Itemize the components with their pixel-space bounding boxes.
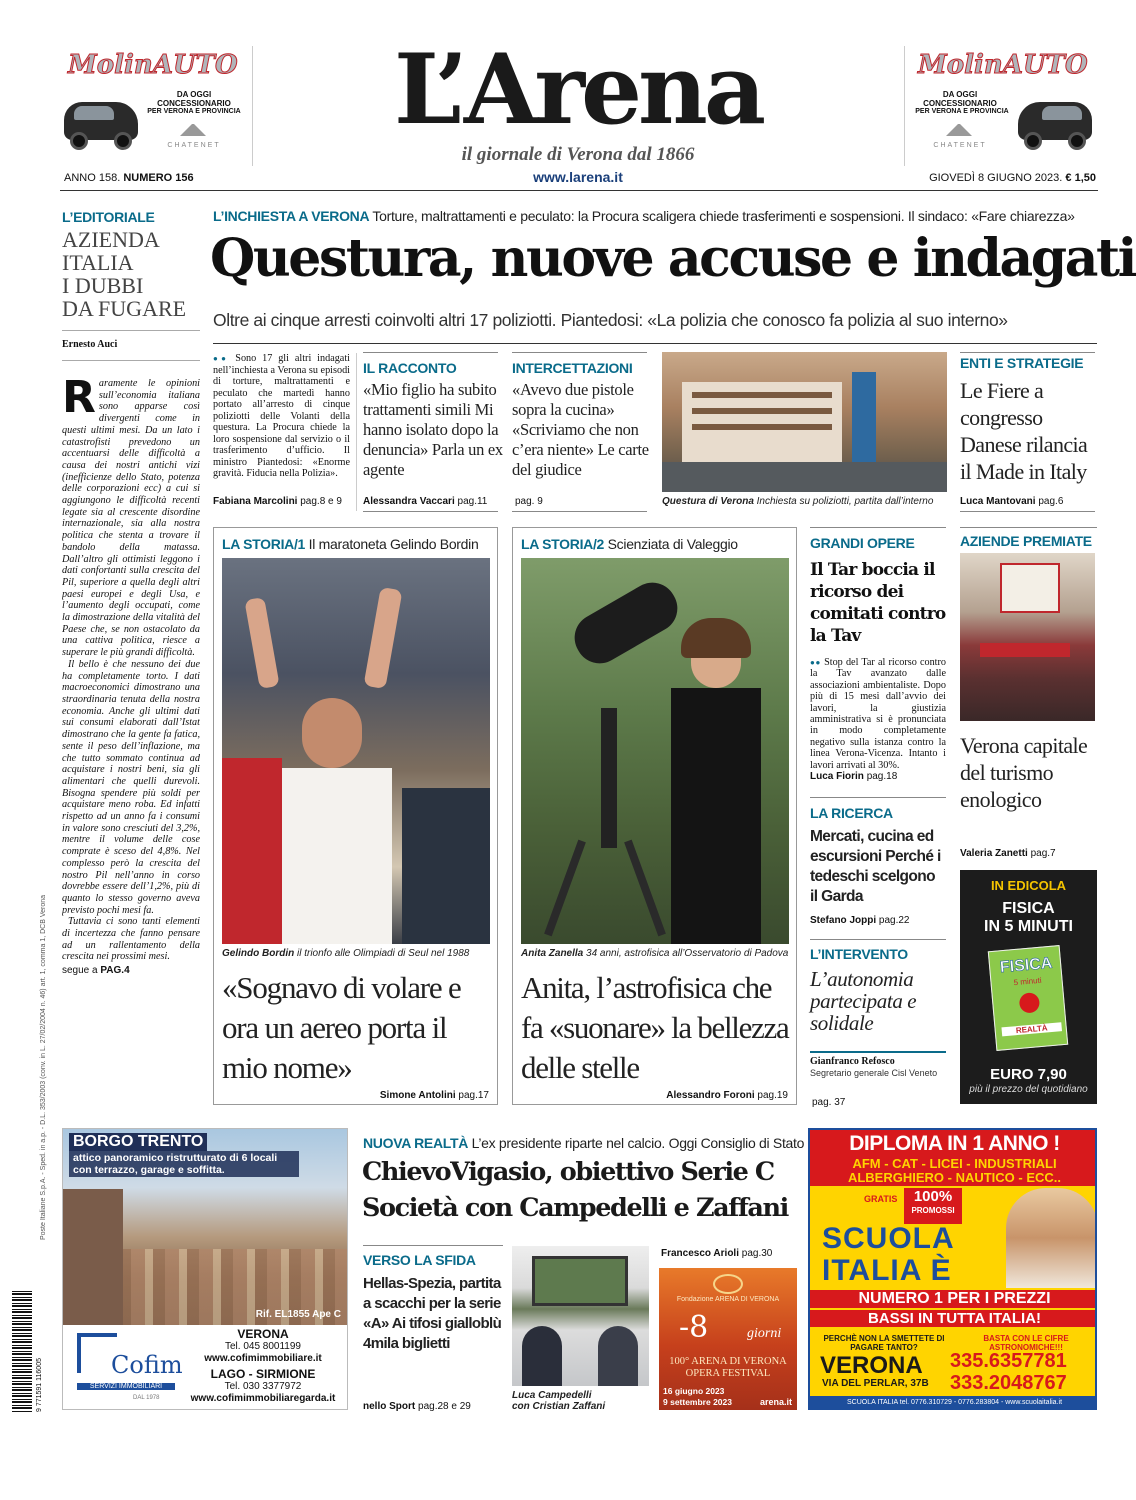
storia1-kicker-rest: Il maratoneta Gelindo Bordin	[308, 536, 479, 552]
scuola-address: VIA DEL PERLAR, 37B	[822, 1378, 929, 1389]
scuola-brand1: SCUOLA	[822, 1222, 955, 1255]
barcode	[12, 1290, 32, 1412]
questura-caption-text: Inchiesta su poliziotti, partita dall’interno	[756, 496, 934, 507]
scuola-person-photo	[1006, 1188, 1097, 1288]
cofim-ref: Rif. EL1855 Ape C	[255, 1309, 341, 1320]
ad-line2: CONCESSIONARIO	[157, 99, 231, 108]
sfida-kicker: VERSO LA SFIDA	[363, 1252, 476, 1268]
barcode-digits: 9 771591 116005	[36, 1358, 43, 1412]
storia1-caption-bold: Gelindo Bordin	[222, 948, 295, 959]
intercettazioni-box[interactable]	[512, 360, 652, 480]
grandi-opere-box[interactable]	[810, 535, 946, 782]
sfida-headline: Hellas-Spezia, partita a scacchi per la serie «A» Ai tifosi gialloblù 4mila biglietti	[363, 1275, 502, 1352]
scuola-tag: GRATIS	[864, 1194, 898, 1204]
scuola-line3: ALBERGHIERO - NAUTICO - ECC..	[847, 1170, 1062, 1185]
ad-logo-text: CHATENET	[167, 142, 221, 149]
storia1-box[interactable]	[213, 527, 498, 1105]
intervento-headline: L’autonomia partecipata e solidale	[810, 967, 917, 1035]
storia1-headline[interactable]: «Sognavo di volare e ora un aereo porta il mio nome»	[222, 970, 461, 1085]
enti-author: Luca Mantovani	[960, 496, 1036, 507]
storia1-kicker	[222, 536, 478, 552]
storia2-kicker-rest: Scienziata di Valeggio	[607, 536, 738, 552]
chievo-page: pag.30	[741, 1248, 773, 1259]
scuola-line2: AFM - CAT - LICEI - INDUSTRIALI	[852, 1156, 1057, 1171]
car-illustration	[60, 92, 142, 158]
storia2-kicker-label: LA STORIA/2	[521, 536, 605, 552]
car-illustration	[1014, 92, 1096, 158]
intercettazioni-text: «Avevo due pistole sopra la cucina» «Scriviamo che non c’era niente» Le carte del giudice	[512, 380, 649, 479]
lead-kicker-label: L’INCHIESTA A VERONA	[213, 208, 369, 224]
ricerca-author: Stefano Joppi	[810, 915, 877, 926]
lead-body	[213, 353, 350, 480]
lead-body-text: Sono 17 gli altri indagati nell’inchiesta a Verona su episodi di torture, maltrattamenti e peculato che martedì hanno portato all’arresto di cinque poliziotti delle Volanti della questura. La Procura chiede la loro sospensione dal servizio o il trasferimento d’ufficio. Il ministro Piantedosi: «Enorme gravità. Fiducia nella Polizia».	[213, 353, 350, 479]
arena-date2: 9 settembre 2023	[663, 1397, 732, 1407]
intervento-page: pag. 37	[812, 1097, 846, 1108]
scuola-brand2: ITALIA È	[822, 1254, 952, 1287]
enti-page: pag.6	[1038, 496, 1064, 507]
bullet-dots-icon: ●●	[810, 658, 821, 667]
storia2-byline	[666, 1090, 788, 1101]
racconto-author: Alessandra Vaccari	[363, 496, 455, 507]
book-badge: REALTÀ	[1001, 1022, 1062, 1036]
editoriale-author: Ernesto Auci	[62, 339, 118, 350]
questura-caption-bold: Questura di Verona	[662, 496, 754, 507]
cofim-city1: VERONA	[237, 1327, 289, 1341]
grandi-opere-body	[810, 657, 946, 771]
intercettazioni-kicker: INTERCETTAZIONI	[512, 360, 633, 376]
racconto-text: «Mio figlio ha subito trattamenti simili Mi hanno isolato dopo la denuncia» Parla un ex agente	[363, 380, 503, 479]
ad-header-left[interactable]	[60, 46, 250, 166]
issue-info	[64, 172, 194, 184]
ad-header-right[interactable]	[910, 46, 1100, 166]
grandi-opere-kicker: GRANDI OPERE	[810, 535, 915, 551]
continue-page: PAG.4	[100, 965, 130, 977]
grandi-opere-text: Stop del Tar al ricorso contro la Tav avanzato dalle associazioni ambientaliste. Dopo più di 15 mesi dall’avvio dei lavori, la giustizia amministrativa si è pronunciata in modo completamente negativo sulla istanza contro la linea Verona-Vicenza. Intanto i lavori arrivati al 30%.	[810, 657, 946, 771]
arena-unit: giorni	[747, 1326, 782, 1341]
editoriale-text-2: Il bello è che nessuno dei due ha completamente torto. I dati macroeconomici dimostrano una straordinaria tenuta della nostra economia. Anche gli ultimi dati sui consumi elaborati dall’Istat dimostrano che la gente fa fatica, sente il peso dell’inflazione, ma che tutto sommato continua ad acquistare i nostri beni, sia gli alimentari che quelli durevoli. Bisogna spendere più soldi per acquistare meno roba. Ed infatti rispetto ad un anno fa i consumi in valore sono cresciuti del 3,2%, mentre il volume delle cose comprate è sceso del 4,8%. Nel complesso però la crescita del nostro Pil nell’anno in corso dovrebbe essere dell’1,2%, più di quanto lo stesso governo aveva previsto pochi mesi fa.	[62, 658, 200, 916]
editoriale-continue[interactable]	[62, 965, 200, 977]
storia1-caption	[222, 948, 469, 959]
arena-site[interactable]: arena.it	[759, 1397, 792, 1407]
intervento-author: Gianfranco Refosco	[810, 1056, 895, 1067]
storia2-caption	[521, 948, 788, 959]
scuola-footer: SCUOLA ITALIA tel. 0776.310729 - 0776.283804 - www.scuolaitalia.it	[810, 1396, 1097, 1410]
edicola-price: EURO 7,90	[990, 1066, 1067, 1083]
ad-brand: MolinAUTO	[918, 50, 1088, 80]
scuola-q2: BASTA CON LE CIFRE ASTRONOMICHE!!!	[983, 1334, 1069, 1352]
cofim-web2[interactable]: www.cofimimmobiliaregarda.it	[190, 1393, 336, 1404]
intervento-kicker: L’INTERVENTO	[810, 946, 908, 962]
cofim-title: BORGO TRENTO	[69, 1133, 207, 1151]
enti-box[interactable]	[960, 355, 1100, 485]
ricerca-headline: Mercati, cucina ed escursioni Perché i tedeschi scelgono il Garda	[810, 828, 941, 905]
enti-byline	[960, 496, 1063, 507]
editoriale-title[interactable]	[62, 228, 202, 320]
dropcap: R	[62, 378, 96, 423]
arena-date1: 16 giugno 2023	[663, 1386, 725, 1396]
storia2-kicker	[521, 536, 738, 552]
chievo-caption-line2: con Cristian Zaffani	[512, 1401, 606, 1412]
masthead-subtitle: il giornale di Verona dal 1866	[461, 144, 695, 165]
date-text: GIOVEDÌ 8 GIUGNO 2023.	[929, 172, 1063, 184]
lead-pages: pag.8 e 9	[300, 496, 342, 507]
sfida-footer: nello Sport	[363, 1401, 416, 1412]
editoriale-kicker: L’EDITORIALE	[62, 209, 155, 225]
aziende-author: Valeria Zanetti	[960, 848, 1028, 859]
storia1-caption-text: il trionfo alle Olimpiadi di Seul nel 1988	[297, 948, 470, 959]
editoriale-text-3: Tuttavia ci sono tanti elementi di incertezza che fanno pensare ad un rallentamento della crescita nei prossimi mesi.	[62, 916, 200, 963]
scuola-claim1: NUMERO 1 PER I PREZZI	[810, 1290, 1097, 1308]
editoriale-title-line: AZIENDA	[62, 227, 160, 252]
scuola-q1: PERCHÈ NON LA SMETTETE DI PAGARE TANTO?	[823, 1334, 945, 1352]
bullet-dots-icon: ●●	[213, 354, 230, 363]
questura-photo[interactable]	[662, 352, 947, 492]
chievo-kicker-rest: L’ex presidente riparte nel calcio. Oggi Consiglio di Stato	[471, 1135, 805, 1151]
scuola-line1: DIPLOMA IN 1 ANNO !	[849, 1132, 1060, 1155]
book-title: FISICA	[999, 954, 1054, 977]
aziende-text[interactable]: Verona capitale del turismo enologico	[960, 733, 1088, 812]
enti-kicker: ENTI E STRATEGIE	[960, 355, 1084, 371]
apple-icon	[1019, 992, 1041, 1014]
storia2-caption-text: 34 anni, astrofisica all’Osservatorio di Padova	[586, 948, 789, 959]
masthead-title: L’Arena	[393, 33, 763, 146]
scuola-phone2[interactable]: 333.2048767	[950, 1372, 1067, 1394]
editoriale-title-line: ITALIA	[62, 250, 134, 275]
scuola-badge1: 100%	[913, 1188, 953, 1205]
storia1-page: pag.17	[458, 1090, 489, 1101]
storia1-byline	[380, 1090, 489, 1101]
edicola-kicker: IN EDICOLA	[990, 878, 1067, 893]
arena-logo-icon	[713, 1274, 743, 1294]
cofim-web1[interactable]: www.cofimimmobiliare.it	[204, 1353, 322, 1364]
book-cover	[988, 945, 1068, 1051]
cofim-city2: LAGO - SIRMIONE	[210, 1367, 316, 1381]
issue-date	[929, 172, 1096, 184]
editoriale-title-line: DA FUGARE	[62, 296, 187, 321]
continue-label: segue a	[62, 965, 98, 977]
arena-count: -8	[679, 1310, 709, 1345]
aziende-page: pag.7	[1030, 848, 1056, 859]
scuola-phone1[interactable]: 335.6357781	[950, 1350, 1067, 1372]
editoriale-text: aramente le opinioni sull’economia italiana sono apparse così divergenti come in questi ultimi mesi. Da un lato i catastrofisti prevedono un accentuarsi delle difficoltà a causa dei nostri antichi vizi (inefficienze dello Stato, potenza delle corporazioni ecc) a cui si aggiungono le difficoltà recenti legate sia al crescente disordine internazionale, sia alla nostra politica che stenta a trovare il bandolo della matassa. Dall’altro gli ottimisti leggono i dati confortanti sulla crescita del Pil, superiore a quella degli altri paesi europei e degli Usa, e l’aumento degli occupati, come la dimostrazione della vitalità del Paese che, se non ostacolato da una cattiva politica, riesce a superare le più grandi difficoltà.	[62, 378, 200, 659]
cofim-since: DAL 1978	[133, 1395, 160, 1401]
lead-author: Fabiana Marcolini	[213, 496, 298, 507]
enti-text: Le Fiere a congresso Danese rilancia il Made in Italy	[960, 378, 1088, 484]
website-link[interactable]: www.larena.it	[533, 169, 623, 185]
chievo-caption-line1: Luca Campedelli	[512, 1390, 592, 1401]
storia2-page: pag.19	[757, 1090, 788, 1101]
grandi-opere-page: pag.18	[866, 771, 898, 783]
edicola-title1: FISICA	[1002, 900, 1055, 917]
storia1-kicker-label: LA STORIA/1	[222, 536, 306, 552]
issue-numero: NUMERO 156	[123, 172, 194, 184]
questura-caption	[662, 496, 952, 507]
chievo-caption	[512, 1390, 605, 1412]
ricerca-byline	[810, 915, 946, 926]
ad-arena[interactable]	[659, 1268, 797, 1410]
ad-scuola[interactable]	[808, 1128, 1097, 1410]
ad-brand: MolinAUTO	[68, 50, 238, 80]
scuola-badge2: PROMOSSI	[911, 1206, 955, 1215]
storia2-box[interactable]	[512, 527, 797, 1105]
racconto-byline	[363, 496, 487, 507]
ricerca-page: pag.22	[878, 915, 910, 926]
chatenet-logo-icon	[946, 122, 972, 136]
grandi-opere-headline: Il Tar boccia il ricorso dei comitati contro la Tav	[810, 560, 946, 646]
cofim-tel1[interactable]: Tel. 045 8001199	[225, 1341, 301, 1352]
aziende-byline	[960, 848, 1056, 859]
aziende-photo[interactable]	[960, 553, 1095, 721]
ricerca-box[interactable]	[810, 805, 946, 926]
edicola-title2: IN 5 MINUTI	[984, 918, 1073, 935]
editoriale-body	[62, 378, 200, 1100]
edicola-note: più il prezzo del quotidiano	[969, 1084, 1088, 1095]
racconto-kicker: IL RACCONTO	[363, 360, 457, 376]
lead-byline[interactable]	[213, 496, 342, 507]
book-subtitle: 5 minuti	[1013, 975, 1042, 988]
editoriale-title-line: I DUBBI	[62, 273, 144, 298]
storia2-caption-bold: Anita Zanella	[521, 948, 584, 959]
arena-title2: OPERA FESTIVAL	[685, 1368, 771, 1379]
ad-line1: DA OGGI	[942, 90, 978, 99]
sfida-pages: pag.28 e 29	[418, 1401, 471, 1412]
lead-subhead: Oltre ai cinque arresti coinvolti altri 17 poliziotti. Piantedosi: «La polizia che conosco fa polizia al suo interno»	[213, 310, 1008, 330]
racconto-page: pag.11	[457, 496, 488, 507]
chievo-kicker	[363, 1135, 804, 1151]
chievo-kicker-label: NUOVA REALTÀ	[363, 1135, 469, 1151]
ricerca-kicker: LA RICERCA	[810, 805, 893, 821]
arena-foundation: Fondazione ARENA DI VERONA	[676, 1296, 780, 1303]
ad-line3: PER VERONA E PROVINCIA	[147, 108, 241, 115]
edicola-box[interactable]	[960, 870, 1097, 1104]
sfida-byline	[363, 1401, 471, 1412]
ad-line2: CONCESSIONARIO	[923, 99, 997, 108]
sfida-box[interactable]	[363, 1252, 503, 1354]
aziende-kicker: AZIENDE PREMIATE	[960, 533, 1092, 549]
grandi-opere-byline	[810, 771, 946, 782]
ad-line1: DA OGGI	[176, 90, 212, 99]
storia2-headline[interactable]: Anita, l’astrofisica che fa «suonare» la bellezza delle stelle	[521, 970, 789, 1085]
lead-headline[interactable]: Questura, nuove accuse e indagati	[210, 228, 1135, 289]
chievo-author: Francesco Arioli	[661, 1248, 739, 1259]
scuola-badge	[904, 1188, 962, 1224]
cofim-tel2[interactable]: Tel. 030 3377972	[224, 1381, 302, 1392]
chievo-headline[interactable]: ChievoVigasio, obiettivo Serie C Società con Campedelli e Zaffani	[362, 1157, 788, 1223]
issue-anno: ANNO 158.	[64, 172, 121, 184]
ad-line3: PER VERONA E PROVINCIA	[915, 108, 1009, 115]
storia1-author: Simone Antolini	[379, 1090, 456, 1101]
cofim-brand: Cofim	[111, 1351, 183, 1379]
postal-note: Poste Italiane S.p.A. - Sped. in a.p. - D.L. 353/2003 (conv. in L. 27/02/2004 n. 46) art. 1, comma 1, DCB Verona	[40, 894, 47, 1240]
intervento-role: Segretario generale Cisl Veneto	[810, 1068, 938, 1078]
scuola-city: VERONA	[820, 1352, 923, 1379]
grandi-opere-author: Luca Fiorin	[810, 771, 864, 783]
cofim-desc: attico panoramico ristrutturato di 6 locali con terrazzo, garage e soffitta.	[69, 1151, 299, 1177]
bordin-photo[interactable]	[222, 558, 490, 944]
chatenet-logo-icon	[180, 122, 206, 136]
chievo-photo[interactable]	[512, 1246, 649, 1386]
zanella-photo[interactable]	[521, 558, 789, 944]
lead-kicker-rest: Torture, maltrattamenti e peculato: la Procura scaligera chiede trasferimenti e sospensioni. Il sindaco: «Fare chiarezza»	[372, 208, 1075, 224]
intercettazioni-page: pag. 9	[515, 496, 543, 507]
intervento-box[interactable]	[810, 946, 946, 1034]
storia2-author: Alessandro Foroni	[666, 1090, 755, 1101]
racconto-box[interactable]	[363, 360, 503, 480]
chievo-byline	[661, 1248, 772, 1259]
ad-logo-text: CHATENET	[933, 142, 987, 149]
price-text: € 1,50	[1065, 172, 1096, 184]
cofim-brand-sub: SERVIZI IMMOBILIARI	[77, 1383, 175, 1390]
scuola-claim2: BASSI IN TUTTA ITALIA!	[810, 1310, 1097, 1327]
arena-title1: 100° ARENA DI VERONA	[669, 1356, 787, 1367]
ad-cofim[interactable]	[62, 1128, 348, 1410]
